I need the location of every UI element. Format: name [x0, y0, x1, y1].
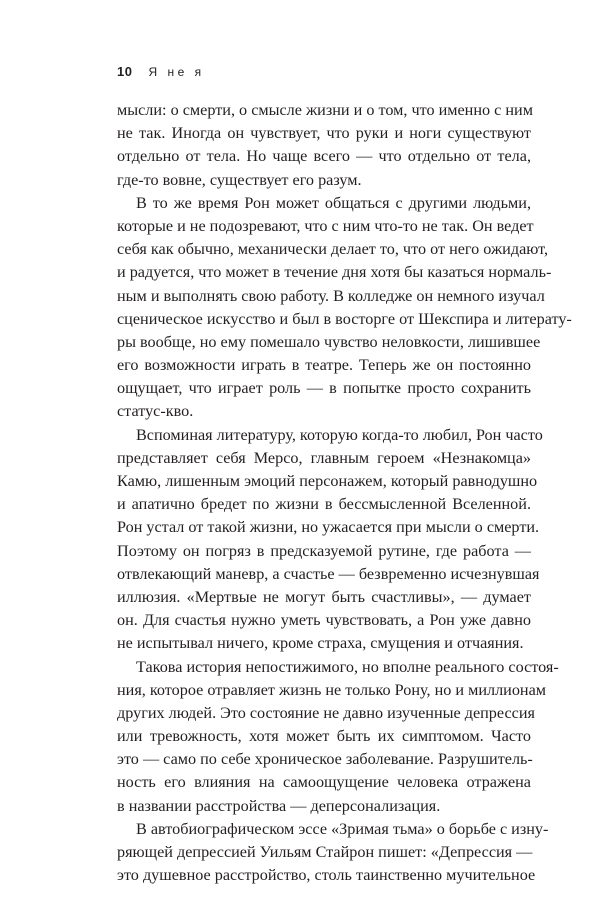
text-line: Такова история непостижимого, но вполне реального состоя- [136, 657, 559, 676]
text-line: ры вообще, но ему помешало чувство неловкости, лишившее [117, 332, 541, 351]
text-line: ощущает, что играет роль — в попытке просто сохранить [117, 379, 531, 398]
paragraph [117, 818, 549, 888]
paragraph [117, 99, 531, 192]
text-line: и радуется, что может в течение дня хотя бы казаться нормаль- [117, 263, 552, 282]
text-line: это — само по себе хроническое заболевание. Разрушитель- [117, 750, 533, 769]
text-line: это душевное расстройство, столь таинственно мучительное [117, 866, 536, 885]
text-line: где-то вовне, существует его разум. [117, 170, 362, 189]
text-line: не испытывал ничего, кроме страха, смущения и отчаяния. [117, 634, 524, 653]
text-line: В автобиографическом эссе «Зримая тьма» о борьбе с изну- [136, 819, 549, 838]
text-line: отдельно от тела. Но чаще всего — что отдельно от тела, [117, 147, 531, 166]
text-line: ряющей депрессией Уильям Стайрон пишет: «Депрессия — [117, 843, 533, 861]
text-line: отвлекающий маневр, а счастье — безвременно исчезнувшая [117, 564, 540, 583]
paragraph [117, 424, 543, 656]
text-line: сценическое искусство и был в восторге от Шекспира и литерату- [117, 309, 572, 328]
running-head-title: Я не я [148, 65, 205, 79]
text-line: статус-кво. [117, 402, 194, 421]
text-line: и апатично бредет по жизни в бессмысленной Вселенной. [117, 495, 531, 514]
text-line: ным и выполнять свою работу. В колледже он немного изучал [117, 286, 545, 305]
page-number: 10 [117, 64, 133, 79]
text-line: которые и не подозревают, что с ним что-то не так. Он ведет [117, 216, 534, 235]
text-line: себя как обычно, механически делает то, что от него ожидают, [117, 240, 549, 259]
text-line: мысли: о смерти, о смысле жизни и о том, что именно с ним [117, 101, 533, 119]
text-line: в названии расстройства — деперсонализация. [117, 796, 441, 815]
text-line: Рон устал от такой жизни, но ужасается при мысли о смерти. [117, 518, 540, 537]
text-line: представляет себя Мерсо, главным героем «Незнакомца» [117, 448, 531, 467]
text-line: Камю, лишенным эмоций персонажем, который равнодушно [117, 472, 538, 490]
text-line: или тревожность, хотя может быть их симптомом. Часто [117, 727, 531, 746]
paragraph [117, 656, 559, 818]
text-line: он. Для счастья нужно уметь чувствовать, а Рон уже давно [117, 611, 531, 630]
body-text [117, 99, 572, 887]
paragraph [117, 192, 572, 424]
text-line: Поэтому он погряз в предсказуемой рутине, где работа — [117, 541, 531, 560]
running-head [117, 64, 205, 84]
text-line: иллюзия. «Мертвые не могут быть счастливы», — думает [117, 587, 531, 606]
text-line: не так. Иногда он чувствует, что руки и ноги существуют [117, 124, 531, 143]
text-line: ность его влияния на самоощущение человека отражена [117, 773, 531, 792]
text-line: В то же время Рон может общаться с другими людьми, [136, 193, 531, 212]
text-line: Вспоминая литературу, которую когда-то любил, Рон часто [136, 425, 543, 444]
text-line: других людей. Это состояние не давно изученные депрессия [117, 703, 535, 722]
text-line: его возможности играть в театре. Теперь же он постоянно [117, 356, 531, 375]
text-line: ния, которое отравляет жизнь не только Рону, но и миллионам [117, 680, 547, 699]
